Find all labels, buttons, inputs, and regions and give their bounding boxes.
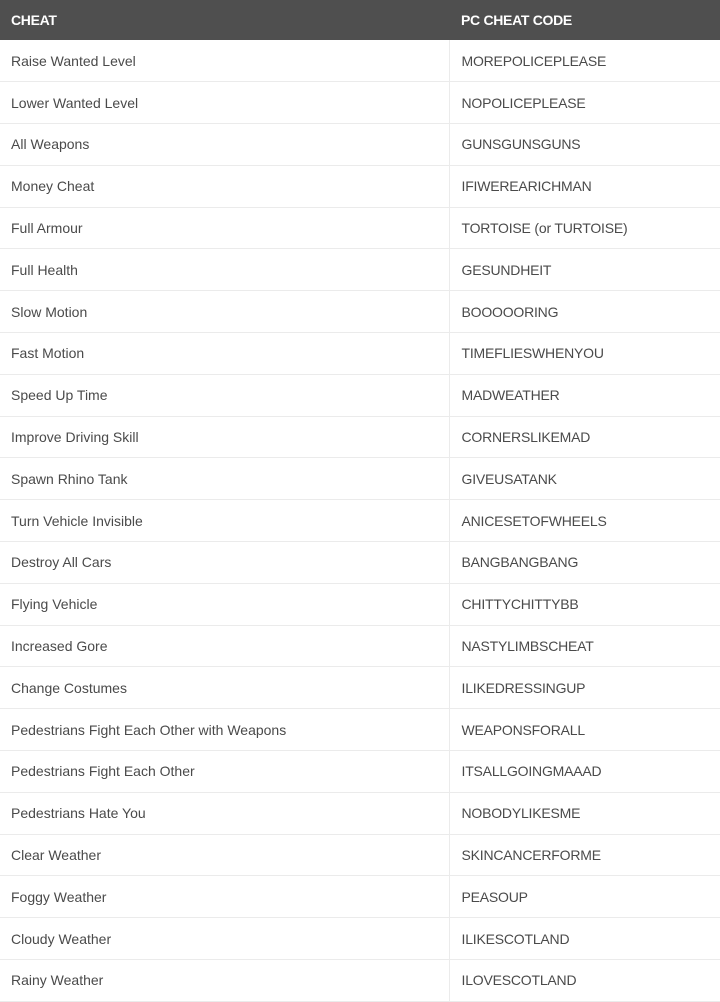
- cheat-code: SKINCANCERFORME: [461, 847, 601, 864]
- cheat-code: ILIKEDRESSINGUP: [461, 679, 586, 696]
- table-header-row: [0, 0, 720, 40]
- cheat-name: Turn Vehicle Invisible: [0, 500, 449, 542]
- table-row: [0, 333, 720, 375]
- cheat-name: Pedestrians Fight Each Other with Weapons: [0, 709, 449, 751]
- table-row: [0, 165, 720, 207]
- cheat-name: Foggy Weather: [0, 876, 449, 918]
- cheat-name: Pedestrians Hate You: [0, 792, 449, 834]
- cheat-name: Full Armour: [0, 207, 449, 249]
- cheat-name: Change Costumes: [0, 667, 449, 709]
- table-row: [0, 542, 720, 584]
- table-row: [0, 207, 720, 249]
- cheat-name: All Weapons: [0, 124, 449, 166]
- table-row: [0, 458, 720, 500]
- cheat-code: ANICESETOFWHEELS: [461, 512, 607, 529]
- cheat-code: GUNSGUNSGUNS: [461, 136, 581, 153]
- cheat-name: Increased Gore: [0, 625, 449, 667]
- table-row: [0, 625, 720, 667]
- cheat-code: WEAPONSFORALL: [461, 721, 585, 738]
- cheat-name: Fast Motion: [0, 333, 449, 375]
- table-row: [0, 82, 720, 124]
- cheat-name: Flying Vehicle: [0, 583, 449, 625]
- cheat-code: NOPOLICEPLEASE: [461, 94, 586, 111]
- table-row: [0, 960, 720, 1002]
- table-row: [0, 291, 720, 333]
- cheat-code: IFIWEREARICHMAN: [461, 178, 592, 195]
- table-body: [0, 40, 720, 1001]
- cheat-name: Rainy Weather: [0, 960, 449, 1002]
- table-row: [0, 751, 720, 793]
- cheat-name: Improve Driving Skill: [0, 416, 449, 458]
- cheat-name: Clear Weather: [0, 834, 449, 876]
- cheat-code: NASTYLIMBSCHEAT: [461, 638, 594, 655]
- cheat-code: CORNERSLIKEMAD: [461, 429, 591, 446]
- table-row: [0, 249, 720, 291]
- cheat-code: PEASOUP: [461, 888, 528, 905]
- cheat-name: Money Cheat: [0, 165, 449, 207]
- cheat-name: Speed Up Time: [0, 374, 449, 416]
- table-row: [0, 834, 720, 876]
- table-row: [0, 583, 720, 625]
- table-row: [0, 876, 720, 918]
- table-row: [0, 124, 720, 166]
- column-header-cheat: CHEAT: [11, 12, 57, 28]
- cheat-name: Cloudy Weather: [0, 918, 449, 960]
- cheat-code: MOREPOLICEPLEASE: [461, 52, 607, 69]
- cheat-code: TIMEFLIESWHENYOU: [461, 345, 604, 362]
- cheat-code: ILIKESCOTLAND: [461, 930, 570, 947]
- cheat-code: ILOVESCOTLAND: [461, 972, 577, 989]
- table-row: [0, 667, 720, 709]
- column-header-pc-cheat-code: PC CHEAT CODE: [461, 12, 572, 28]
- cheat-name: Lower Wanted Level: [0, 82, 449, 124]
- table-row: [0, 416, 720, 458]
- table-row: [0, 374, 720, 416]
- cheat-code: BANGBANGBANG: [461, 554, 579, 571]
- cheat-name: Spawn Rhino Tank: [0, 458, 449, 500]
- table-row: [0, 40, 720, 82]
- cheat-name: Raise Wanted Level: [0, 40, 449, 82]
- cheat-code: MADWEATHER: [461, 387, 560, 404]
- cheat-code: BOOOOORING: [461, 303, 559, 320]
- cheat-name: Destroy All Cars: [0, 542, 449, 584]
- table-row: [0, 918, 720, 960]
- cheat-code: ITSALLGOINGMAAAD: [461, 763, 602, 780]
- cheat-code: GIVEUSATANK: [461, 470, 557, 487]
- cheat-code: CHITTYCHITTYBB: [461, 596, 579, 613]
- table-row: [0, 792, 720, 834]
- cheat-code: NOBODYLIKESME: [461, 805, 581, 822]
- cheat-name: Pedestrians Fight Each Other: [0, 751, 449, 793]
- cheat-name: Full Health: [0, 249, 449, 291]
- cheat-code: GESUNDHEIT: [461, 261, 552, 278]
- table-row: [0, 709, 720, 751]
- cheat-code: TORTOISE (or TURTOISE): [461, 220, 628, 237]
- cheat-name: Slow Motion: [0, 291, 449, 333]
- table-row: [0, 500, 720, 542]
